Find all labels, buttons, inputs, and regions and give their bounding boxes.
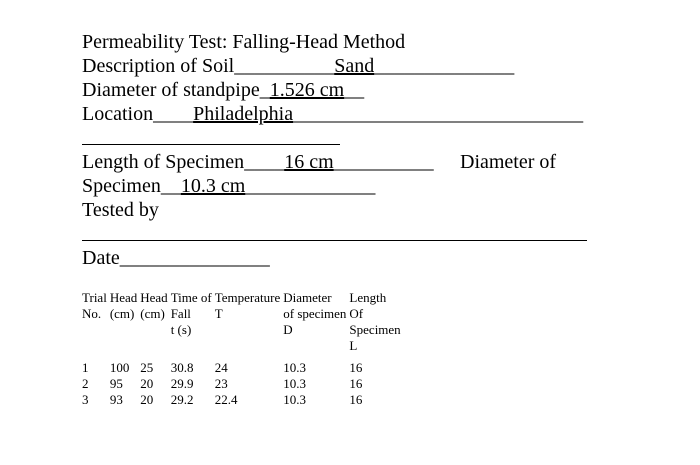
col-head2-header: Head (cm) xyxy=(140,290,168,321)
location-blank-lead: ____ xyxy=(153,103,194,125)
cell-temperature: 23 xyxy=(214,376,228,391)
cell-diameter: 10.3 xyxy=(283,392,306,407)
col-time-header: Time of Fall t (s) xyxy=(170,290,212,337)
diameter-blank-lead: __ xyxy=(160,175,181,197)
standpipe-line xyxy=(82,78,364,102)
col-trial-header: Trial No. xyxy=(82,290,107,321)
form-title: Permeability Test: Falling-Head Method xyxy=(82,31,406,53)
cell-temperature: 22.4 xyxy=(214,392,238,407)
cell-length: 16 xyxy=(349,360,363,375)
cell-head2: 20 xyxy=(140,392,154,407)
standpipe-label: Diameter of standpipe xyxy=(82,79,260,101)
cell-head2: 25 xyxy=(140,360,154,375)
standpipe-value: 1.526 cm xyxy=(269,79,345,101)
table-row xyxy=(82,392,404,408)
table-body xyxy=(82,354,404,408)
header-row xyxy=(82,290,404,354)
length-blank-tail: __________ xyxy=(333,151,434,173)
cell-trial: 3 xyxy=(82,392,89,407)
cell-length: 16 xyxy=(349,376,363,391)
col-diameter-header: Diameter of specimen D xyxy=(283,290,347,337)
length-label: Length of Specimen xyxy=(82,151,245,173)
standpipe-blank-lead: _ xyxy=(259,79,270,101)
col-temperature-header: Temperature T xyxy=(214,290,281,321)
cell-trial: 1 xyxy=(82,360,89,375)
diameter-label-part2: Specimen xyxy=(82,175,161,197)
tested-by-rule xyxy=(82,240,587,241)
cell-head1: 100 xyxy=(109,360,130,375)
diameter-label-part1: Diameter of xyxy=(460,151,557,173)
tested-by-label: Tested by xyxy=(82,199,159,221)
col-length-header: Length Of Specimen L xyxy=(349,290,401,353)
cell-head2: 20 xyxy=(140,376,154,391)
standpipe-blank-tail: __ xyxy=(344,79,365,101)
cell-temperature: 24 xyxy=(214,360,228,375)
diameter-value: 10.3 cm xyxy=(180,175,246,197)
cell-head1: 95 xyxy=(109,376,123,391)
soil-blank-tail: ______________ xyxy=(374,55,515,77)
soil-blank-lead: __________ xyxy=(234,55,335,77)
soil-value: Sand xyxy=(334,55,375,77)
location-continuation-rule xyxy=(82,144,340,145)
location-line xyxy=(82,102,583,126)
location-blank-tail: _____________________________ xyxy=(293,103,584,125)
diameter-blank-tail: _____________ xyxy=(245,175,376,197)
location-value: Philadelphia xyxy=(193,103,294,125)
date-label: Date xyxy=(82,247,120,269)
date-line xyxy=(82,246,270,270)
cell-trial: 2 xyxy=(82,376,89,391)
cell-time: 29.2 xyxy=(170,392,194,407)
cell-length: 16 xyxy=(349,392,363,407)
length-value: 16 cm xyxy=(284,151,334,173)
trial-data-table xyxy=(82,290,404,408)
cell-diameter: 10.3 xyxy=(283,360,306,375)
length-line xyxy=(82,150,434,174)
location-label: Location xyxy=(82,103,154,125)
cell-time: 29.9 xyxy=(170,376,194,391)
date-blank: _______________ xyxy=(119,247,270,269)
cell-diameter: 10.3 xyxy=(283,376,306,391)
length-blank-lead: ____ xyxy=(244,151,285,173)
table-header xyxy=(82,290,404,354)
soil-label: Description of Soil xyxy=(82,55,235,77)
table-row xyxy=(82,360,404,376)
col-head1-header: Head (cm) xyxy=(109,290,138,321)
diameter-line xyxy=(82,174,375,198)
table-row xyxy=(82,376,404,392)
cell-time: 30.8 xyxy=(170,360,194,375)
soil-description-line xyxy=(82,54,514,78)
cell-head1: 93 xyxy=(109,392,123,407)
